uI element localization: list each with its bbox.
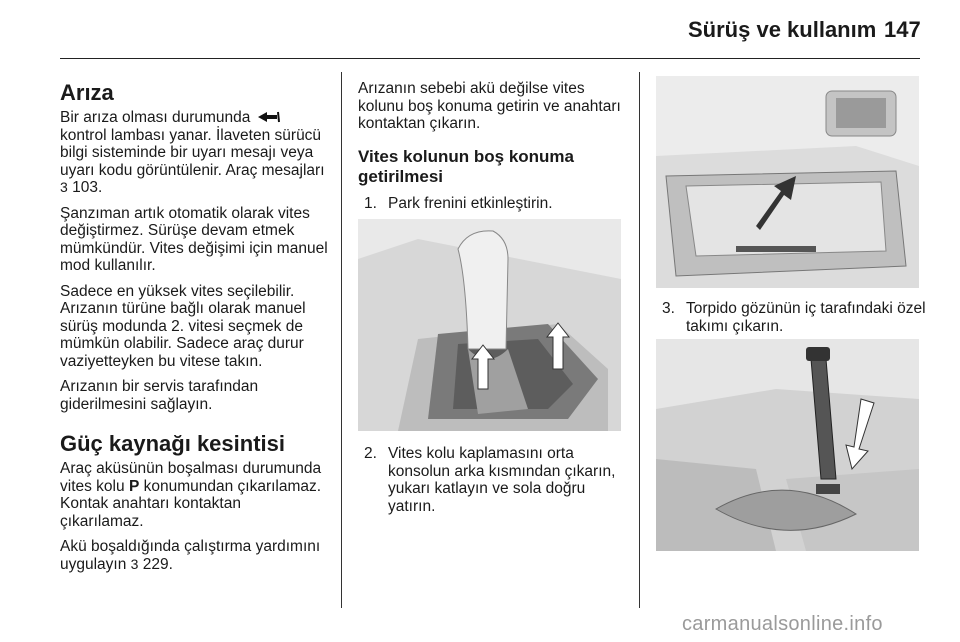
- list-item-step-2: [358, 445, 626, 515]
- paragraph-akü: Arızanın sebebi akü değilse vites kolunu boş konuma getirin ve anahtarı kontaktan çıkarın.: [358, 80, 621, 132]
- paragraph-text: Araç aküsünün boşalması durumunda vites kolu: [60, 460, 322, 495]
- transmission-warning-icon: [255, 109, 281, 125]
- paragraph-guc-1: [60, 460, 328, 530]
- gear-position-p: P: [128, 477, 140, 495]
- paragraph-text: Bir arıza olması durumunda: [60, 109, 251, 126]
- paragraph-text: konumundan çıkarılamaz. Kontak anahtarı kontaktan çıkarılamaz.: [60, 477, 322, 530]
- step-text: Vites kolu kaplamasını orta konsolun arka kısmından çıkarın, yukarı katlayın ve sola doğru yatırın.: [388, 445, 616, 515]
- page-number: 147: [884, 17, 921, 42]
- section-heading-guc: Güç kaynağı kesintisi: [60, 431, 285, 456]
- column-3: [656, 300, 926, 343]
- paragraph-text: kontrol lambası yanar. İlaveten sürücü bilgi sisteminde bir uyarı mesajı veya uyarı kodu görüntülenir. Araç mesajları: [60, 126, 325, 179]
- section-heading-ariza: Arıza: [60, 80, 114, 105]
- column-2-lower: [358, 445, 626, 523]
- list-item-step-1: [358, 195, 626, 213]
- paragraph-ariza-3: Sadece en yüksek vites seçilebilir. Arızanın türüne bağlı olarak manuel sürüş modunda 2. vitesi seçmek de mümkün olabilir. Sadece araç durur vaziyetteyken bu vitese takın.: [60, 282, 306, 370]
- section-heading-vites: Vites kolunun boş konuma getirilmesi: [358, 146, 574, 186]
- watermark: carmanualsonline.info: [682, 613, 883, 635]
- paragraph-guc-2: [60, 538, 328, 573]
- header-rule: [60, 58, 920, 59]
- step-number: 1.: [364, 194, 377, 212]
- step-number: 3.: [662, 300, 675, 317]
- reference-arrow: 3: [60, 179, 68, 195]
- paragraph-ariza-4: Arızanın bir servis tarafından giderilmesini sağlayın.: [60, 378, 259, 413]
- paragraph-ariza-2: Şanzıman artık otomatik olarak vites değiştirmez. Sürüşe devam etmek mümkündür. Vites değişimi için manuel mod kullanılır.: [60, 204, 328, 274]
- step-text: Torpido gözünün iç tarafındaki özel takımı çıkarın.: [686, 300, 926, 335]
- page-reference: 103.: [72, 179, 103, 196]
- special-tool-figure: [656, 339, 919, 551]
- glovebox-figure: [656, 76, 919, 288]
- step-text: Park frenini etkinleştirin.: [388, 194, 553, 212]
- column-divider-1: [341, 72, 342, 608]
- reference-arrow: 3: [130, 555, 139, 572]
- list-item-step-3: [656, 300, 926, 335]
- paragraph-ariza-1: [60, 109, 328, 197]
- page-reference: 229.: [142, 555, 173, 573]
- step-number: 2.: [364, 445, 377, 462]
- column-1: [60, 80, 328, 581]
- page-header-title: Sürüş ve kullanım: [688, 17, 877, 42]
- gear-lever-figure: [358, 219, 621, 431]
- column-divider-2: [639, 72, 640, 608]
- paragraph-text: Akü boşaldığında çalıştırma yardımını uygulayın: [60, 538, 321, 573]
- column-2: [358, 80, 626, 220]
